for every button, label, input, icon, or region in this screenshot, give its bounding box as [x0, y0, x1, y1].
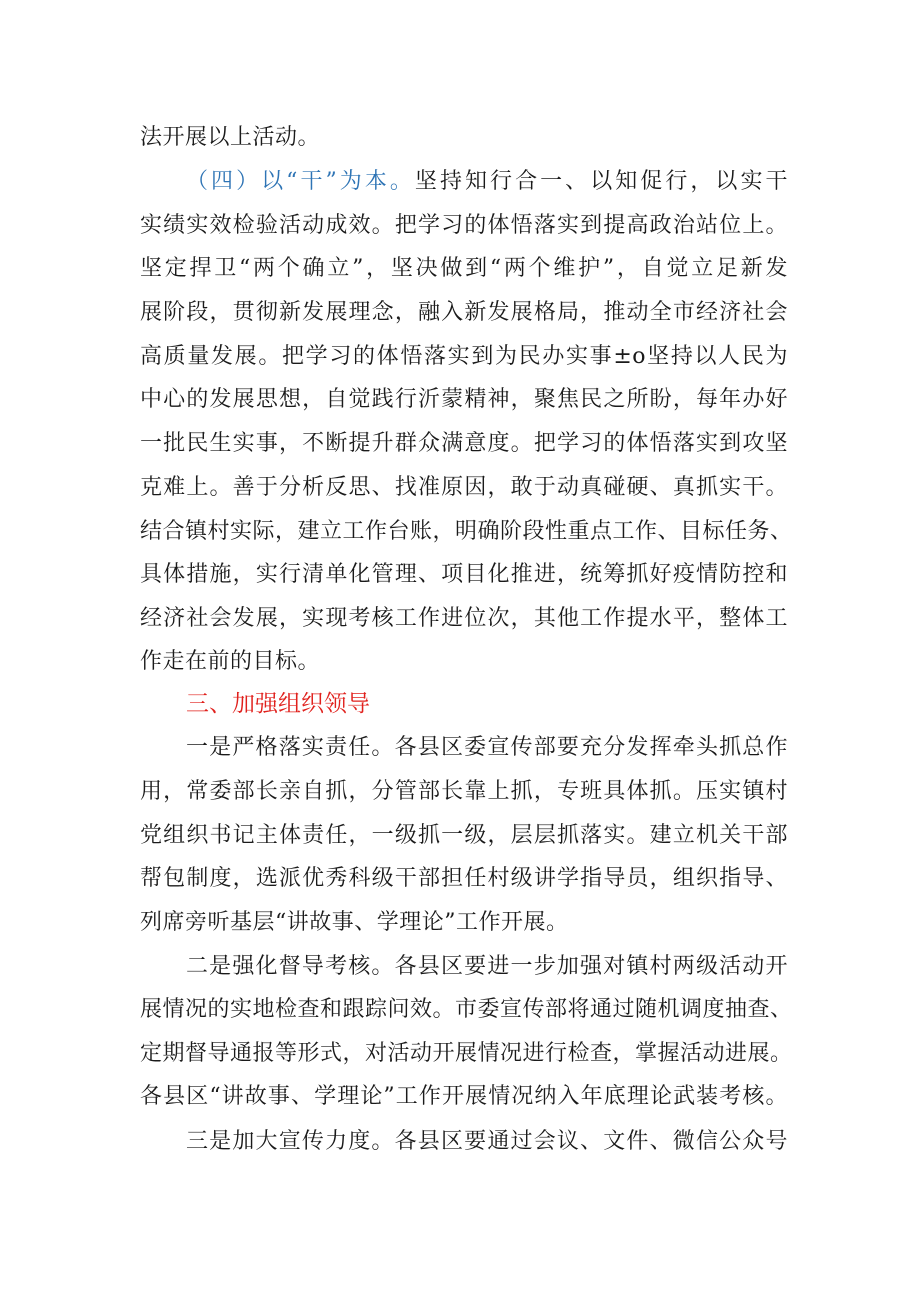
paragraph-line: 具体措施，实行清单化管理、项目化推进，统筹抓好疫情防控和 — [140, 562, 788, 587]
paragraph-line: 党组织书记主体责任，一级抓一级，层层抓落实。建立机关干部 — [140, 823, 788, 848]
paragraph-line: 定期督导通报等形式，对活动开展情况进行检查，掌握活动进展。 — [140, 1041, 793, 1066]
paragraph-line: 展情况的实地检查和跟踪问效。市委宣传部将通过随机调度抽查、 — [140, 997, 793, 1022]
section-four-title: （四）以“干”为本。 — [186, 169, 415, 194]
paragraph-line: 经济社会发展，实现考核工作进位次，其他工作提水平，整体工 — [140, 606, 788, 631]
section-three-heading: 三、加强组织领导 — [186, 691, 370, 717]
paragraph-line: 法开展以上活动。 — [140, 125, 321, 150]
paragraph-line: 列席旁听基层“讲故事、学理论”工作开展。 — [140, 910, 569, 935]
paragraph-line: 克难上。善于分析反思、找准原因，敢于动真碰硬、真抓实干。 — [140, 475, 788, 500]
section-four-text: 坚持知行合一、以知促行，以实干 — [414, 169, 788, 194]
paragraph-line: 中心的发展思想，自觉践行沂蒙精神，聚焦民之所盼，每年办好 — [140, 387, 788, 412]
paragraph-line: 结合镇村实际，建立工作台账，明确阶段性重点工作、目标任务、 — [140, 519, 793, 544]
paragraph-line: 二是强化督导考核。各县区要进一步加强对镇村两级活动开 — [186, 954, 788, 979]
paragraph-line: 一批民生实事，不断提升群众满意度。把学习的体悟落实到攻坚 — [140, 431, 788, 456]
paragraph-line: 帮包制度，选派优秀科级干部担任村级讲学指导员，组织指导、 — [140, 866, 788, 891]
section-four-line — [186, 160, 788, 204]
paragraph-line: 高质量发展。把学习的体悟落实到为民办实事±o坚持以人民为 — [140, 344, 788, 369]
paragraph-line: 实绩实效检验活动成效。把学习的体悟落实到提高政治站位上。 — [140, 213, 788, 238]
paragraph-line: 展阶段，贯彻新发展理念，融入新发展格局，推动全市经济社会 — [140, 300, 788, 325]
paragraph-line: 各县区“讲故事、学理论”工作开展情况纳入年底理论武装考核。 — [140, 1084, 788, 1109]
paragraph-line: 用，常委部长亲自抓，分管部长靠上抓，专班具体抓。压实镇村 — [140, 779, 788, 804]
paragraph-line: 一是严格落实责任。各县区委宣传部要充分发挥牵头抓总作 — [186, 735, 788, 760]
paragraph-line: 坚定捍卫“两个确立”，坚决做到“两个维护”，自觉立足新发 — [140, 256, 788, 281]
paragraph-line: 作走在前的目标。 — [140, 649, 321, 674]
paragraph-line: 三是加大宣传力度。各县区要通过会议、文件、微信公众号 — [186, 1129, 788, 1154]
